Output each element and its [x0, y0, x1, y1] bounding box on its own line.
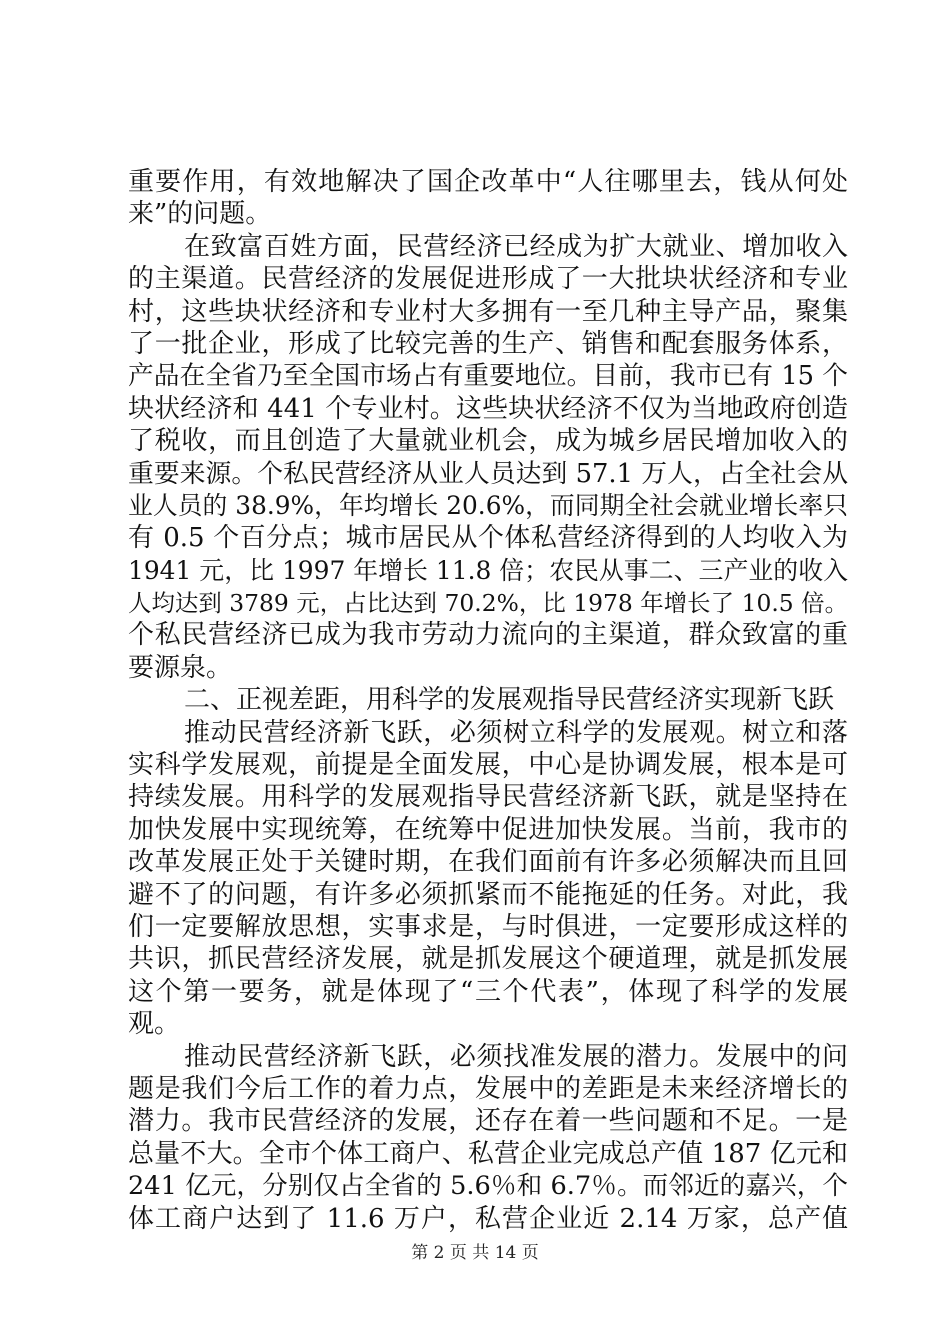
paragraph-line: 避不了的问题，有许多必须抓紧而不能拖延的任务。对此，我 [128, 879, 848, 910]
paragraph-line: 要源泉。 [128, 652, 233, 683]
paragraph-line: 实科学发展观，前提是全面发展，中心是协调发展，根本是可 [128, 750, 848, 781]
paragraph-line: 题是我们今后工作的着力点，发展中的差距是未来经济增长的 [128, 1073, 848, 1104]
paragraph-line: 1941 元，比 1997 年增长 11.8 倍；农民从事二、三产业的收入 [128, 555, 848, 585]
paragraph-line: 们一定要解放思想，实事求是，与时俱进，一定要形成这样的 [128, 911, 848, 942]
paragraph-line: 推动民营经济新飞跃，必须树立科学的发展观。树立和落 [184, 717, 848, 748]
paragraph-line: 有 0.5 个百分点；城市居民从个体私营经济得到的人均收入为 [128, 523, 848, 554]
paragraph [128, 717, 848, 1041]
paragraph-line: 了一批企业，形成了比较完善的生产、销售和配套服务体系， [128, 328, 848, 359]
paragraph-line: 加快发展中实现统筹，在统筹中促进加快发展。当前，我市的 [128, 814, 848, 845]
paragraph-line: 重要来源。个私民营经济从业人员达到 57.1 万人，占全社会从 [128, 458, 848, 489]
paragraph-line: 的主渠道。民营经济的发展促进形成了一大批块状经济和专业 [128, 264, 848, 295]
paragraph-line: 这个第一要务，就是体现了“三个代表”，体现了科学的发展 [128, 976, 848, 1007]
paragraph-line: 持续发展。用科学的发展观指导民营经济新飞跃，就是坚持在 [128, 782, 848, 813]
paragraph-line: 块状经济和 441 个专业村。这些块状经济不仅为当地政府创造 [128, 393, 848, 424]
paragraph-line: 二、正视差距，用科学的发展观指导民营经济实现新飞跃 [184, 685, 835, 716]
paragraph [128, 684, 848, 716]
page-footer: 第 2 页 共 14 页 [411, 1243, 539, 1263]
paragraph-line: 观。 [128, 1009, 181, 1040]
paragraph-line: 总量不大。全市个体工商户、私营企业完成总产值 187 亿元和 [128, 1138, 848, 1169]
paragraph-line: 来”的问题。 [128, 199, 272, 230]
paragraph [128, 231, 848, 684]
paragraph-line: 重要作用，有效地解决了国企改革中“人往哪里去，钱从何处 [128, 167, 848, 197]
paragraph-line: 改革发展正处于关键时期，在我们面前有许多必须解决而且回 [128, 847, 848, 878]
paragraph-line: 业人员的 38.9%，年均增长 20.6%，而同期全社会就业增长率只 [128, 490, 848, 520]
paragraph [128, 1041, 848, 1235]
paragraph [128, 166, 848, 231]
paragraph-line: 个私民营经济已成为我市劳动力流向的主渠道，群众致富的重 [128, 620, 848, 651]
paragraph-line: 潜力。我市民营经济的发展，还存在着一些问题和不足。一是 [128, 1106, 848, 1137]
paragraph-line: 体工商户达到了 11.6 万户，私营企业近 2.14 万家，总产值 [128, 1203, 848, 1234]
paragraph-line: 241 亿元，分别仅占全省的 5.6％和 6.7％。而邻近的嘉兴，个 [128, 1171, 848, 1202]
document-body [128, 166, 848, 1235]
paragraph-line: 产品在全省乃至全国市场占有重要地位。目前，我市已有 15 个 [128, 361, 848, 392]
paragraph-line: 在致富百姓方面，民营经济已经成为扩大就业、增加收入 [184, 231, 848, 262]
paragraph-line: 村，这些块状经济和专业村大多拥有一至几种主导产品，聚集 [128, 296, 848, 327]
paragraph-line: 推动民营经济新飞跃，必须找准发展的潜力。发展中的问 [184, 1041, 848, 1072]
paragraph-line: 人均达到 3789 元，占比达到 70.2%，比 1978 年增长了 10.5 倍。 [128, 589, 848, 618]
paragraph-line: 了税收，而且创造了大量就业机会，成为城乡居民增加收入的 [128, 426, 848, 457]
paragraph-line: 共识，抓民营经济发展，就是抓发展这个硬道理，就是抓发展 [128, 944, 848, 975]
